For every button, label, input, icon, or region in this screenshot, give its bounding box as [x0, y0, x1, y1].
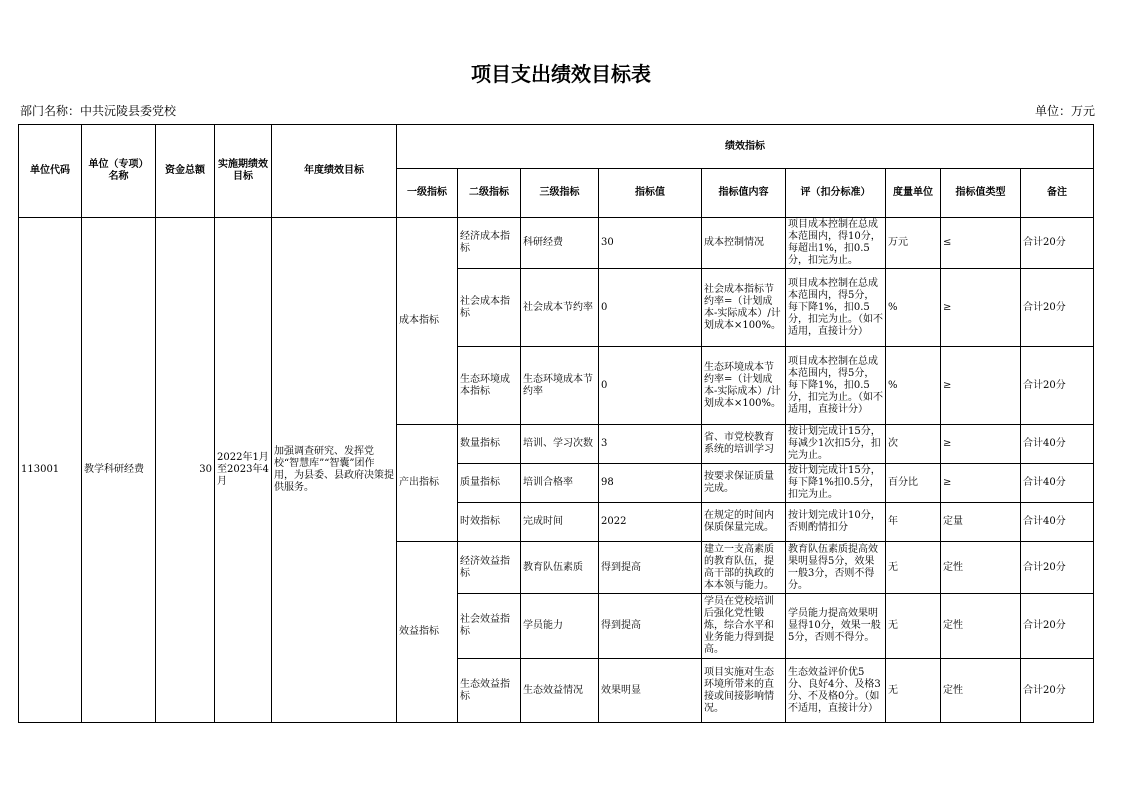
- period-cell: 2022年1月至2023年4月: [215, 218, 272, 723]
- score-cell: 按计划完成计10分，否则酌情扣分: [786, 503, 886, 542]
- remark-cell: 合计20分: [1021, 347, 1094, 425]
- content-cell: 在规定的时间内保质保量完成。: [702, 503, 786, 542]
- header-value-content: 指标值内容: [702, 169, 786, 218]
- goal-cell: 加强调查研究、发挥党校“智慧库”“智囊”团作用，为县委、县政府决策提供服务。: [272, 218, 397, 723]
- header-period-goal: 实施期绩效目标: [215, 125, 272, 218]
- header-level2: 二级指标: [458, 169, 521, 218]
- remark-cell: 合计20分: [1021, 542, 1094, 594]
- header-remark: 备注: [1021, 169, 1094, 218]
- performance-table: [18, 124, 1094, 723]
- level3-cell: 科研经费: [521, 218, 599, 269]
- level3-cell: 培训、学习次数: [521, 425, 599, 464]
- unit-cell: %: [886, 269, 941, 347]
- table-row: [19, 218, 1094, 269]
- unit-cell: 无: [886, 542, 941, 594]
- unit-cell: 年: [886, 503, 941, 542]
- level2-cell: 经济成本指标: [458, 218, 521, 269]
- level2-cell: 社会成本指标: [458, 269, 521, 347]
- level2-cell: 经济效益指标: [458, 542, 521, 594]
- level1-cost: 成本指标: [397, 218, 458, 425]
- unit-cell: 百分比: [886, 464, 941, 503]
- unit-name-cell: 教学科研经费: [82, 218, 156, 723]
- header-row: [19, 125, 1094, 169]
- type-cell: 定性: [941, 594, 1021, 659]
- value-cell: 得到提高: [599, 594, 702, 659]
- department-name: 部门名称：中共沅陵县委党校: [20, 104, 177, 118]
- score-cell: 项目成本控制在总成本范围内，得10分，每超出1%，扣0.5分，扣完为止。: [786, 218, 886, 269]
- unit-cell: 无: [886, 659, 941, 723]
- level2-cell: 生态环境成本指标: [458, 347, 521, 425]
- amount-cell: 30: [156, 218, 215, 723]
- type-cell: ≥: [941, 269, 1021, 347]
- header-level1: 一级指标: [397, 169, 458, 218]
- header-unit-code: 单位代码: [19, 125, 82, 218]
- unit-code-cell: 113001: [19, 218, 82, 723]
- header-measure-unit: 度量单位: [886, 169, 941, 218]
- value-cell: 效果明显: [599, 659, 702, 723]
- type-cell: 定量: [941, 503, 1021, 542]
- level3-cell: 教育队伍素质: [521, 542, 599, 594]
- header-annual-goal: 年度绩效目标: [272, 125, 397, 218]
- score-cell: 项目成本控制在总成本范围内，得5分，每下降1%，扣0.5分，扣完为止。（如不适用，直接计分）: [786, 347, 886, 425]
- type-cell: 定性: [941, 659, 1021, 723]
- unit-cell: 万元: [886, 218, 941, 269]
- value-cell: 得到提高: [599, 542, 702, 594]
- level1-benefit: 效益指标: [397, 542, 458, 723]
- type-cell: 定性: [941, 542, 1021, 594]
- remark-cell: 合计20分: [1021, 269, 1094, 347]
- content-cell: 生态环境成本节约率=（计划成本-实际成本）/计划成本×100%。: [702, 347, 786, 425]
- score-cell: 项目成本控制在总成本范围内，得5分，每下降1%，扣0.5分，扣完为止。（如不适用，直接计分）: [786, 269, 886, 347]
- content-cell: 按要求保证质量完成。: [702, 464, 786, 503]
- remark-cell: 合计40分: [1021, 425, 1094, 464]
- level3-cell: 培训合格率: [521, 464, 599, 503]
- value-cell: 2022: [599, 503, 702, 542]
- remark-cell: 合计40分: [1021, 503, 1094, 542]
- score-cell: 教育队伍素质提高效果明显得5分，效果一般3分，否则不得分。: [786, 542, 886, 594]
- level2-cell: 生态效益指标: [458, 659, 521, 723]
- level2-cell: 时效指标: [458, 503, 521, 542]
- level3-cell: 生态环境成本节约率: [521, 347, 599, 425]
- header-unit-name: 单位（专项）名称: [82, 125, 156, 218]
- content-cell: 项目实施对生态环境所带来的直接或间接影响情况。: [702, 659, 786, 723]
- unit-cell: 次: [886, 425, 941, 464]
- level3-cell: 生态效益情况: [521, 659, 599, 723]
- value-cell: 30: [599, 218, 702, 269]
- level3-cell: 完成时间: [521, 503, 599, 542]
- remark-cell: 合计20分: [1021, 218, 1094, 269]
- score-cell: 生态效益评价优5分、良好4分、及格3分、不及格0分。（如不适用，直接计分）: [786, 659, 886, 723]
- level1-output: 产出指标: [397, 425, 458, 542]
- level3-cell: 社会成本节约率: [521, 269, 599, 347]
- unit-cell: %: [886, 347, 941, 425]
- value-cell: 3: [599, 425, 702, 464]
- page-title: 项目支出绩效目标表: [471, 62, 651, 86]
- type-cell: ≥: [941, 347, 1021, 425]
- header-value-type: 指标值类型: [941, 169, 1021, 218]
- value-cell: 0: [599, 347, 702, 425]
- level2-cell: 社会效益指标: [458, 594, 521, 659]
- content-cell: 社会成本指标节约率=（计划成本-实际成本）/计划成本×100%。: [702, 269, 786, 347]
- remark-cell: 合计20分: [1021, 659, 1094, 723]
- remark-cell: 合计40分: [1021, 464, 1094, 503]
- score-cell: 学员能力提高效果明显得10分，效果一般5分，否则不得分。: [786, 594, 886, 659]
- unit-cell: 无: [886, 594, 941, 659]
- header-total-funds: 资金总额: [156, 125, 215, 218]
- value-cell: 0: [599, 269, 702, 347]
- header-value: 指标值: [599, 169, 702, 218]
- value-cell: 98: [599, 464, 702, 503]
- level2-cell: 质量指标: [458, 464, 521, 503]
- content-cell: 学员在党校培训后强化党性锻炼，综合水平和业务能力得到提高。: [702, 594, 786, 659]
- header-level3: 三级指标: [521, 169, 599, 218]
- score-cell: 按计划完成计15分，每减少1次扣5分，扣完为止。: [786, 425, 886, 464]
- header-indicators: 绩效指标: [397, 125, 1094, 169]
- level3-cell: 学员能力: [521, 594, 599, 659]
- level2-cell: 数量指标: [458, 425, 521, 464]
- header-scoring: 评（扣分标准）: [786, 169, 886, 218]
- content-cell: 成本控制情况: [702, 218, 786, 269]
- type-cell: ≥: [941, 464, 1021, 503]
- type-cell: ≥: [941, 425, 1021, 464]
- remark-cell: 合计20分: [1021, 594, 1094, 659]
- content-cell: 省、市党校教育系统的培训学习: [702, 425, 786, 464]
- content-cell: 建立一支高素质的教育队伍，提高干部的执政的本本领与能力。: [702, 542, 786, 594]
- type-cell: ≤: [941, 218, 1021, 269]
- currency-unit: 单位：万元: [1034, 104, 1095, 118]
- score-cell: 按计划完成计15分，每下降1%扣0.5分，扣完为止。: [786, 464, 886, 503]
